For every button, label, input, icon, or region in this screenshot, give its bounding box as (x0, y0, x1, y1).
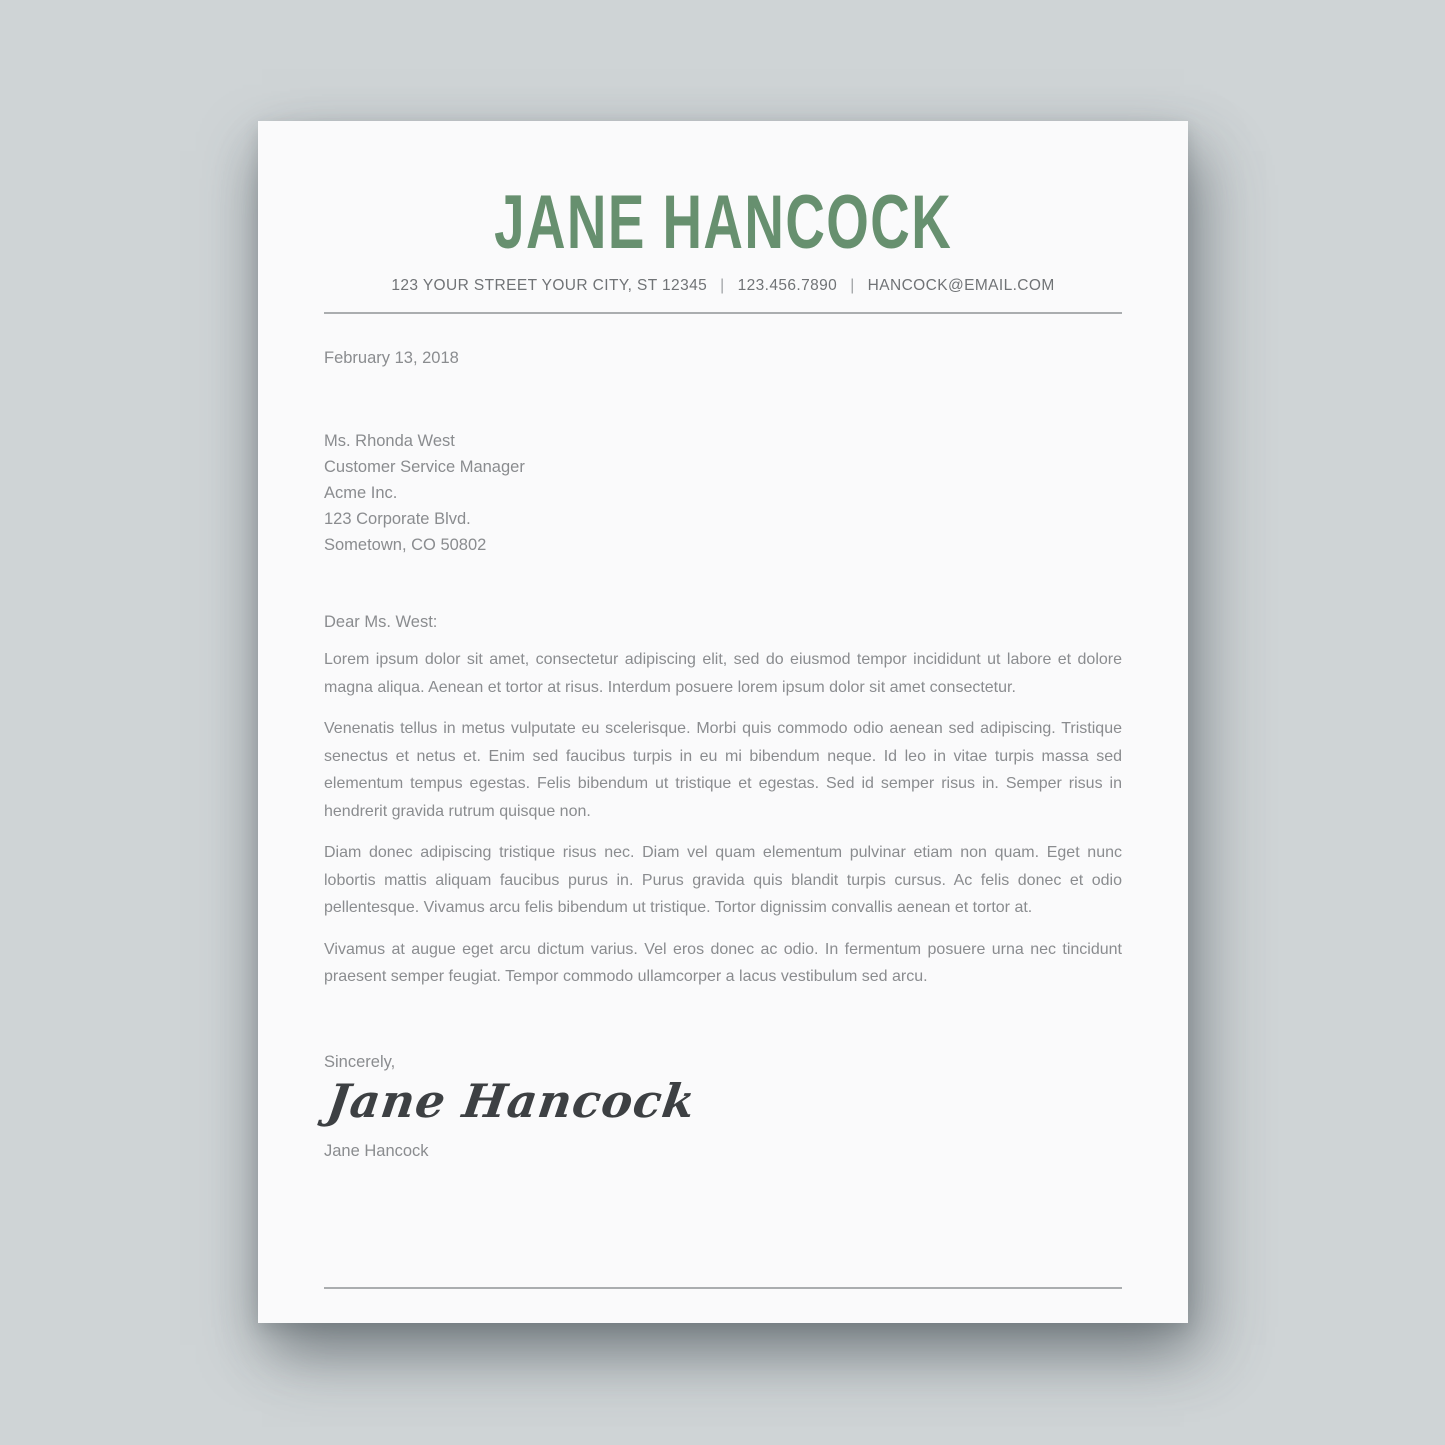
body-paragraph: Lorem ipsum dolor sit amet, consectetur adipiscing elit, sed do eiusmod tempor incididunt ut labore et dolore magna aliqua. Aenean et tortor at risus. Interdum posuere lorem ipsum dolor sit amet consectetur. (324, 651, 1122, 696)
signature-typed-name: Jane Hancock (324, 1141, 429, 1160)
letterhead (324, 180, 1122, 314)
recipient-company: Acme Inc. (324, 484, 398, 502)
recipient-block (324, 428, 1122, 558)
signature-block (324, 1072, 1122, 1128)
recipient-title: Customer Service Manager (324, 458, 525, 476)
recipient-name: Ms. Rhonda West (324, 432, 455, 450)
footer-divider (324, 1287, 1122, 1289)
salutation: Dear Ms. West: (324, 613, 438, 631)
letter-body (324, 349, 1122, 1161)
contact-phone: 123.456.7890 (737, 277, 838, 294)
contact-separator: | (720, 277, 725, 294)
contact-line (324, 277, 1122, 295)
contact-separator: | (850, 277, 855, 294)
signature-script: Jane Hancock (324, 1073, 700, 1128)
contact-address: 123 YOUR STREET YOUR CITY, ST 12345 (391, 277, 708, 294)
recipient-city: Sometown, CO 50802 (324, 536, 487, 554)
recipient-street: 123 Corporate Blvd. (324, 510, 471, 528)
body-paragraph: Venenatis tellus in metus vulputate eu scelerisque. Morbi quis commodo odio aenean sed adipiscing. Tristique senectus et netus et. Enim sed faucibus turpis in eu mi bibendum neque. Id leo in vitae turpis massa sed elementum tempus egestas. Felis bibendum ut tristique et egestas. Sed id semper risus in. Semper risus in hendrerit gravida rutrum quisque non. (324, 720, 1122, 820)
header-divider (324, 312, 1122, 314)
letter-page (258, 121, 1188, 1323)
sender-name (324, 180, 1122, 265)
contact-email: HANCOCK@EMAIL.COM (867, 277, 1055, 294)
body-paragraph: Vivamus at augue eget arcu dictum varius. Vel eros donec ac odio. In fermentum posuere urna nec tincidunt praesent semper feugiat. Tempor commodo ullamcorper a lacus vestibulum sed arcu. (324, 940, 1122, 985)
closing: Sincerely, (324, 1052, 396, 1071)
date-line: February 13, 2018 (324, 349, 459, 367)
sender-name-text: JANE HANCOCK (493, 180, 953, 265)
body-paragraph: Diam donec adipiscing tristique risus nec. Diam vel quam elementum pulvinar etiam non quam. Eget nunc lobortis mattis aliquam faucibus purus in. Purus gravida quis blandit turpis cursus. Ac felis donec et odio pellentesque. Vivamus arcu felis bibendum ut tristique. Tortor dignissim convallis aenean et tortor at. (324, 844, 1122, 916)
